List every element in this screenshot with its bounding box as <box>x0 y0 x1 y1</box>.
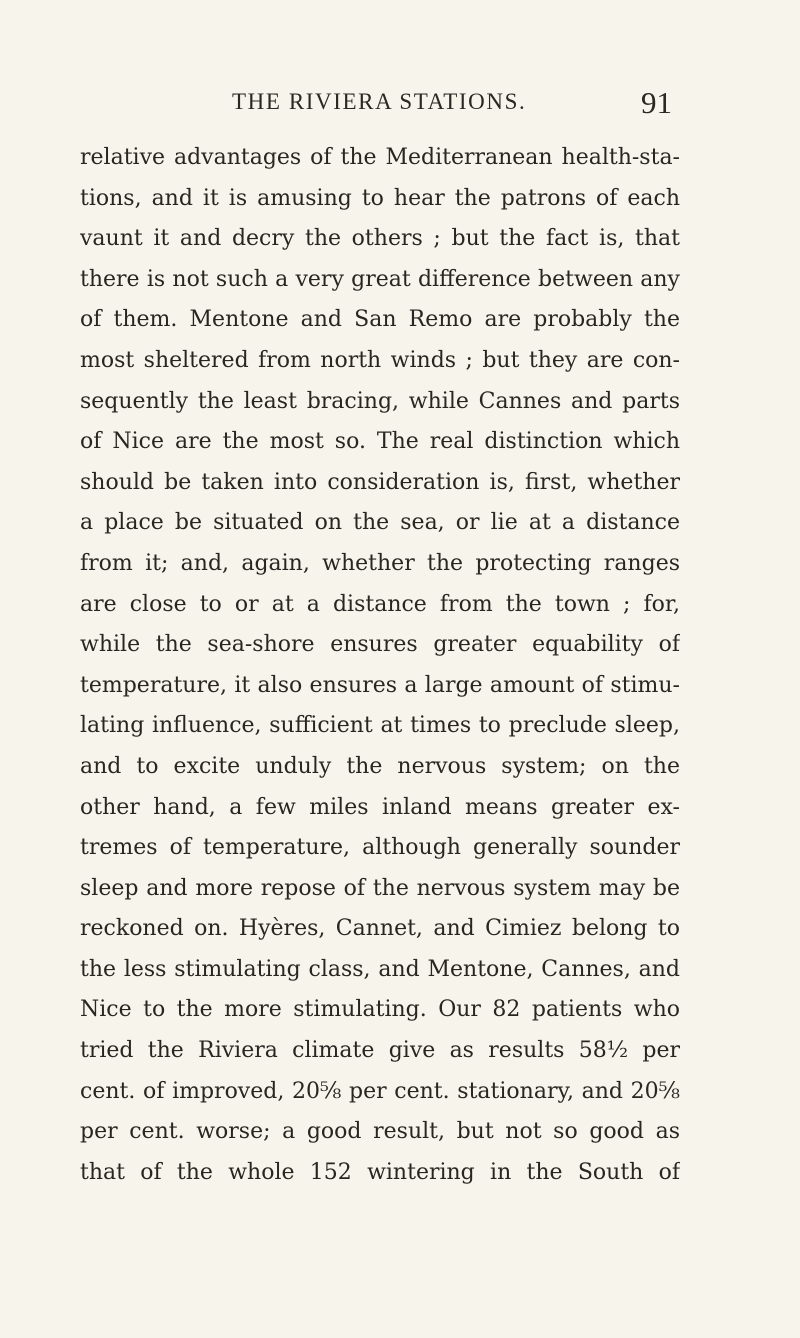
text-line: vaunt it and decry the others ; but the fact is, that <box>80 226 680 252</box>
body-text <box>80 138 680 1193</box>
text-line: are close to or at a distance from the town ; for, <box>80 591 680 617</box>
text-line: of them. Mentone and San Remo are probably the <box>80 307 680 333</box>
text-line: there is not such a very great difference between any <box>80 266 680 292</box>
text-line: the less stimulating class, and Mentone, Cannes, and <box>80 956 680 982</box>
text-line: relative advantages of the Mediterranean health-sta- <box>80 145 680 170</box>
running-head <box>0 85 800 129</box>
text-line: tremes of temperature, although generally sounder <box>80 835 680 861</box>
text-line: that of the whole 152 wintering in the South of <box>80 1159 680 1185</box>
text-line: a place be situated on the sea, or lie at a distance <box>80 510 680 536</box>
text-line: from it; and, again, whether the protecting ranges <box>80 550 680 576</box>
running-title: THE RIVIERA STATIONS. <box>232 89 527 114</box>
text-line: most sheltered from north winds ; but they are con- <box>80 347 680 373</box>
text-line: reckoned on. Hyères, Cannet, and Cimiez belong to <box>80 916 680 942</box>
text-line: other hand, a few miles inland means greater ex- <box>80 794 680 820</box>
text-line: tried the Riviera climate give as results 58½ per <box>80 1038 680 1064</box>
text-line: and to excite unduly the nervous system; on the <box>80 753 680 779</box>
page-number: 91 <box>641 85 672 120</box>
text-line: per cent. worse; a good result, but not so good as <box>80 1119 680 1145</box>
text-line: lating influence, sufficient at times to preclude sleep, <box>80 713 680 739</box>
text-line: sequently the least bracing, while Cannes and parts <box>80 388 680 414</box>
text-line: while the sea-shore ensures greater equability of <box>80 632 680 658</box>
text-line: tions, and it is amusing to hear the patrons of each <box>80 185 680 211</box>
text-line: of Nice are the most so. The real distinction which <box>80 429 680 455</box>
text-line: cent. of improved, 20⅝ per cent. stationary, and 20⅝ <box>80 1078 680 1104</box>
text-line: sleep and more repose of the nervous system may be <box>80 875 680 901</box>
text-line: Nice to the more stimulating. Our 82 patients who <box>80 997 680 1023</box>
text-line: should be taken into consideration is, first, whether <box>80 469 680 495</box>
text-line: temperature, it also ensures a large amount of stimu- <box>80 672 680 698</box>
